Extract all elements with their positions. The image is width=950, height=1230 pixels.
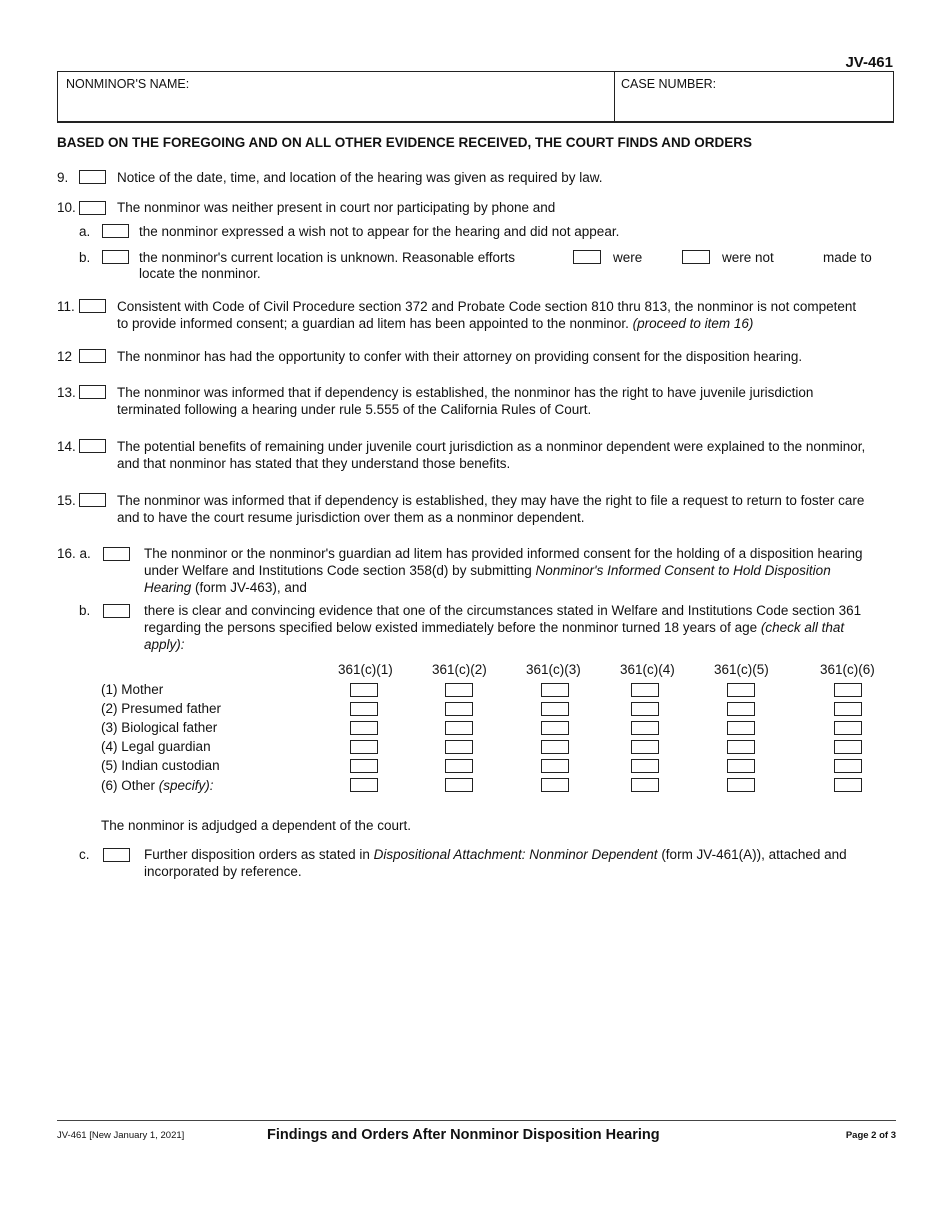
item-11-text2-line — [117, 315, 753, 332]
grid-checkbox-presumed-father-c2[interactable] — [445, 702, 473, 716]
footer-page-number: Page 2 of 3 — [845, 1130, 896, 1141]
item-16c-text: Further disposition orders as stated in — [144, 847, 370, 862]
item-16c-text-after: (form JV-461(A)), attached and — [661, 847, 847, 862]
adjudged-statement: The nonminor is adjudged a dependent of the court. — [101, 818, 411, 833]
item-10b-letter: b. — [79, 250, 91, 265]
grid-checkbox-indian-custodian-c6[interactable] — [834, 759, 862, 773]
item-10b-made-to: made to — [823, 250, 872, 265]
grid-checkbox-other-c6[interactable] — [834, 778, 862, 792]
item-12-number: 12 — [57, 349, 73, 364]
row-label-other-specify: (specify): — [158, 778, 214, 793]
grid-checkbox-legal-guardian-c2[interactable] — [445, 740, 473, 754]
footer-form-title: Findings and Orders After Nonminor Disposition Hearing — [267, 1127, 660, 1143]
item-13-checkbox[interactable] — [79, 385, 106, 399]
item-10a-checkbox[interactable] — [102, 224, 129, 238]
item-11-text: Consistent with Code of Civil Procedure section 372 and Probate Code section 810 thru 813, the nonminor is not competent — [117, 299, 857, 314]
item-16a-text3: (form JV-463), and — [195, 580, 307, 595]
item-16b-checkbox[interactable] — [103, 604, 130, 618]
item-10b-text: the nonminor's current location is unknown. Reasonable efforts — [139, 250, 516, 265]
col-header-4: 361(c)(4) — [620, 662, 675, 677]
item-10a-letter: a. — [79, 224, 91, 239]
item-16b-letter: b. — [79, 603, 91, 618]
grid-checkbox-presumed-father-c1[interactable] — [350, 702, 378, 716]
grid-checkbox-other-c2[interactable] — [445, 778, 473, 792]
item-16a-checkbox[interactable] — [103, 547, 130, 561]
item-16b-text3-italic: apply): — [144, 637, 185, 652]
item-12-checkbox[interactable] — [79, 349, 106, 363]
item-9-checkbox[interactable] — [79, 170, 106, 184]
item-13-text2: terminated following a hearing under rule 5.555 of the California Rules of Court. — [117, 402, 592, 417]
item-10b-were-checkbox[interactable] — [573, 250, 601, 264]
item-16a-number: 16. a. — [57, 546, 91, 561]
item-10-checkbox[interactable] — [79, 201, 106, 215]
col-header-3: 361(c)(3) — [526, 662, 581, 677]
grid-checkbox-indian-custodian-c1[interactable] — [350, 759, 378, 773]
row-label-legal-guardian: (4) Legal guardian — [101, 739, 211, 754]
item-13-number: 13. — [57, 385, 76, 400]
item-16b-text2-italic: (check all that — [760, 620, 845, 635]
case-number-field[interactable] — [618, 92, 890, 120]
item-16b-text2: regarding the persons specified below existed immediately before the nonminor turned 18 years of age — [144, 620, 758, 635]
grid-checkbox-indian-custodian-c4[interactable] — [631, 759, 659, 773]
item-15-checkbox[interactable] — [79, 493, 106, 507]
item-10b-checkbox[interactable] — [102, 250, 129, 264]
item-14-text: The potential benefits of remaining under juvenile court jurisdiction as a nonminor dependent were explained to the nonminor, — [117, 439, 866, 454]
grid-checkbox-presumed-father-c3[interactable] — [541, 702, 569, 716]
grid-checkbox-mother-c1[interactable] — [350, 683, 378, 697]
row-label-indian-custodian: (5) Indian custodian — [101, 758, 220, 773]
item-16a-text2-italic: Nonminor's Informed Consent to Hold Disposition — [535, 563, 831, 578]
grid-checkbox-indian-custodian-c3[interactable] — [541, 759, 569, 773]
col-header-5: 361(c)(5) — [714, 662, 769, 677]
row-label-other-num: (6) — [101, 778, 118, 793]
item-16c-checkbox[interactable] — [103, 848, 130, 862]
grid-checkbox-biological-father-c3[interactable] — [541, 721, 569, 735]
item-16a-text2: under Welfare and Institutions Code section 358(d) by submitting — [144, 563, 532, 578]
item-10b-were-not-label: were not — [722, 250, 774, 265]
item-10b-were-label: were — [613, 250, 643, 265]
grid-checkbox-indian-custodian-c5[interactable] — [727, 759, 755, 773]
row-label-mother: (1) Mother — [101, 682, 164, 697]
item-16b-text: there is clear and convincing evidence that one of the circumstances stated in Welfare and Institutions Code section 361 — [144, 603, 862, 618]
grid-checkbox-legal-guardian-c5[interactable] — [727, 740, 755, 754]
item-16c-text-line — [144, 846, 847, 863]
item-16a-text3-italic: Hearing — [144, 580, 192, 595]
item-10-text: The nonminor was neither present in court nor participating by phone and — [117, 200, 556, 215]
item-15-number: 15. — [57, 493, 76, 508]
row-label-presumed-father: (2) Presumed father — [101, 701, 222, 716]
grid-checkbox-mother-c4[interactable] — [631, 683, 659, 697]
grid-checkbox-biological-father-c2[interactable] — [445, 721, 473, 735]
item-16a-text: The nonminor or the nonminor's guardian ad litem has provided informed consent for the holding of a disposition hearing — [144, 546, 863, 561]
item-12-text: The nonminor has had the opportunity to confer with their attorney on providing consent for the disposition hearing. — [117, 349, 803, 364]
item-10b-text2: locate the nonminor. — [139, 266, 261, 281]
grid-checkbox-biological-father-c4[interactable] — [631, 721, 659, 735]
grid-checkbox-legal-guardian-c4[interactable] — [631, 740, 659, 754]
header-divider — [614, 71, 615, 123]
grid-checkbox-mother-c3[interactable] — [541, 683, 569, 697]
form-id: JV-461 — [845, 54, 893, 71]
item-10-number: 10. — [57, 200, 76, 215]
item-16c-text2: incorporated by reference. — [144, 864, 302, 879]
item-9-text: Notice of the date, time, and location of the hearing was given as required by law. — [117, 170, 603, 185]
nonminor-name-label: NONMINOR'S NAME: — [66, 77, 190, 91]
section-heading: BASED ON THE FOREGOING AND ON ALL OTHER EVIDENCE RECEIVED, THE COURT FINDS AND ORDERS — [57, 135, 753, 150]
grid-checkbox-other-c5[interactable] — [727, 778, 755, 792]
grid-checkbox-presumed-father-c4[interactable] — [631, 702, 659, 716]
item-16c-letter: c. — [79, 847, 90, 862]
grid-checkbox-other-c4[interactable] — [631, 778, 659, 792]
col-header-6: 361(c)(6) — [820, 662, 875, 677]
grid-checkbox-indian-custodian-c2[interactable] — [445, 759, 473, 773]
grid-checkbox-legal-guardian-c6[interactable] — [834, 740, 862, 754]
row-label-other-line — [101, 777, 214, 794]
item-16a-text2-line — [144, 562, 831, 579]
item-10a-text: the nonminor expressed a wish not to appear for the hearing and did not appear. — [139, 224, 620, 239]
nonminor-name-field[interactable] — [60, 92, 610, 120]
item-13-text: The nonminor was informed that if dependency is established, the nonminor has the right to have juvenile jurisdiction — [117, 385, 814, 400]
grid-checkbox-mother-c2[interactable] — [445, 683, 473, 697]
item-16a-text3-line — [144, 579, 307, 596]
row-label-other: Other — [121, 778, 156, 793]
item-14-checkbox[interactable] — [79, 439, 106, 453]
item-14-text2: and that nonminor has stated that they understand those benefits. — [117, 456, 511, 471]
item-16b-text2-line — [144, 619, 844, 636]
item-11-checkbox[interactable] — [79, 299, 106, 313]
item-11-number: 11. — [57, 299, 75, 314]
footer-rule — [57, 1120, 896, 1121]
item-14-number: 14. — [57, 439, 76, 454]
item-11-text2: to provide informed consent; a guardian ad litem has been appointed to the nonminor. — [117, 316, 629, 331]
grid-checkbox-legal-guardian-c1[interactable] — [350, 740, 378, 754]
grid-checkbox-other-c3[interactable] — [541, 778, 569, 792]
item-15-text: The nonminor was informed that if dependency is established, they may have the right to file a request to return to foster care — [117, 493, 865, 508]
grid-checkbox-other-c1[interactable] — [350, 778, 378, 792]
item-16c-italic: Dispositional Attachment: Nonminor Dependent — [373, 847, 658, 862]
grid-checkbox-biological-father-c1[interactable] — [350, 721, 378, 735]
footer-form-revision: JV-461 [New January 1, 2021] — [57, 1130, 185, 1141]
grid-checkbox-biological-father-c6[interactable] — [834, 721, 862, 735]
item-10b-were-not-checkbox[interactable] — [682, 250, 710, 264]
col-header-2: 361(c)(2) — [432, 662, 487, 677]
grid-checkbox-mother-c6[interactable] — [834, 683, 862, 697]
grid-checkbox-presumed-father-c5[interactable] — [727, 702, 755, 716]
grid-checkbox-mother-c5[interactable] — [727, 683, 755, 697]
item-9-number: 9. — [57, 170, 69, 185]
grid-checkbox-legal-guardian-c3[interactable] — [541, 740, 569, 754]
grid-checkbox-biological-father-c5[interactable] — [727, 721, 755, 735]
item-15-text2: and to have the court resume jurisdiction over them as a nonminor dependent. — [117, 510, 585, 525]
grid-checkbox-presumed-father-c6[interactable] — [834, 702, 862, 716]
row-label-biological-father: (3) Biological father — [101, 720, 218, 735]
col-header-1: 361(c)(1) — [338, 662, 393, 677]
item-11-text2-italic: (proceed to item 16) — [632, 316, 754, 331]
case-number-label: CASE NUMBER: — [621, 77, 717, 91]
